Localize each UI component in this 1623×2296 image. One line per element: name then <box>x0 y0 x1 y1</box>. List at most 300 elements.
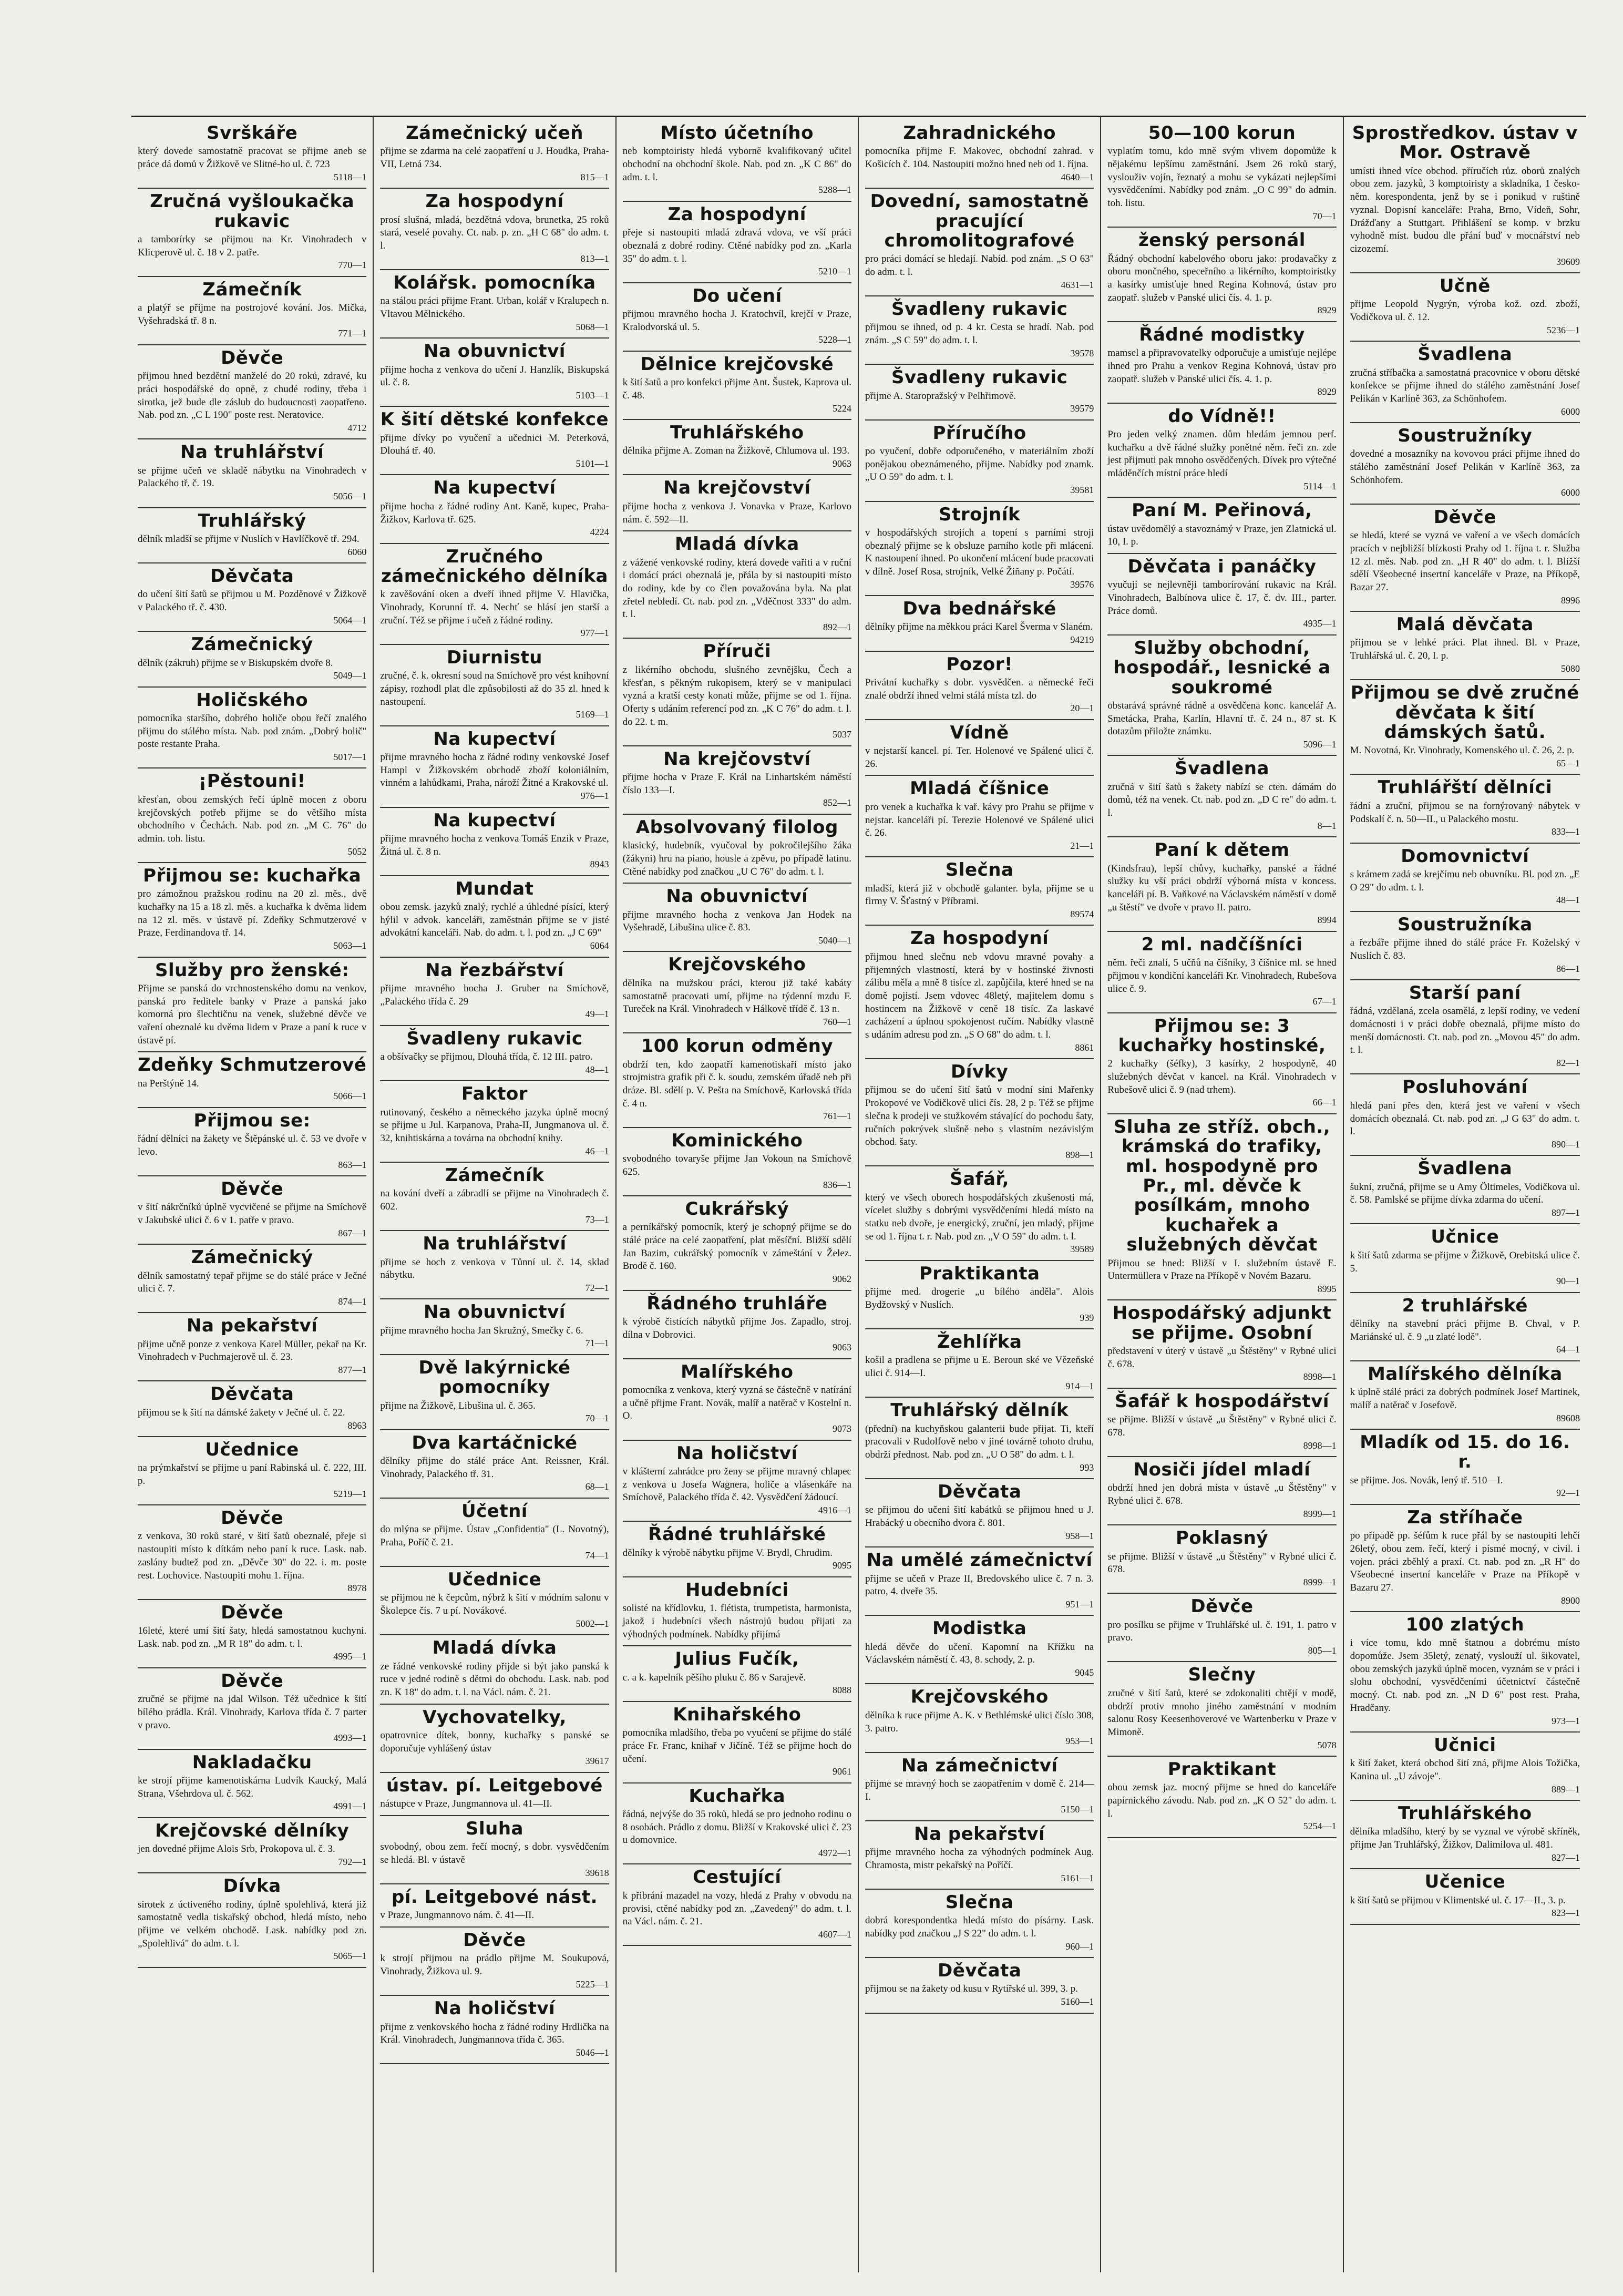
ad-heading: Na kupectví <box>433 728 556 750</box>
ad-heading: Přijmou se dvě zručné děvčata k šití dámských šatů. <box>1350 682 1579 743</box>
ad-text: M. Novotná, Kr. Vinohrady, Komenského ul. č. 26, 2. p. <box>1350 745 1575 756</box>
classified-ad <box>380 1635 609 1704</box>
ad-code: 4993—1 <box>333 1733 367 1744</box>
ad-text: dělník mladší se přijme v Nuslích v Havlíčkově tř. 294. <box>138 533 359 545</box>
ad-body <box>1350 448 1580 499</box>
ad-code: 49—1 <box>585 1009 609 1020</box>
ad-body <box>623 1059 851 1123</box>
ad-body <box>138 302 366 340</box>
ad-heading: Děvčata <box>938 1960 1022 1982</box>
ad-body <box>1350 1181 1580 1219</box>
classified-ad <box>1107 1114 1336 1301</box>
ad-body <box>380 214 609 265</box>
ad-heading: Mladá dívka <box>674 534 799 555</box>
ad-text: k úplně stálé práci za dobrých podmínek Josef Martinek, malíř a natěrač v Josefově. <box>1350 1387 1580 1411</box>
ad-heading: Učednice <box>447 1569 542 1590</box>
ad-column <box>131 117 374 2272</box>
ad-body <box>380 1106 609 1157</box>
ad-body <box>865 1504 1094 1542</box>
classified-ad <box>138 1818 366 1873</box>
ad-code: 8929 <box>1317 386 1337 397</box>
ad-code: 8900 <box>1561 1595 1580 1606</box>
ad-heading: Příručího <box>932 422 1026 444</box>
ad-text: po vyučení, dobře odporučeného, v materiálním zboží ponějakou obeznámeného, přijme. Nabídky pod znamk. „U O 59" do adm. t. l. <box>865 446 1094 483</box>
ad-code: 5101—1 <box>576 458 609 469</box>
classified-ad <box>865 1479 1094 1547</box>
ad-body <box>138 1775 366 1813</box>
classified-ad <box>623 815 851 884</box>
ad-text: se přijme učeň ve skladě nábytku na Vinohradech v Palackého tř. č. 19. <box>138 465 367 489</box>
ad-body <box>1107 1619 1336 1657</box>
ad-body <box>1107 1551 1336 1589</box>
classified-ad <box>1107 1594 1336 1662</box>
ad-heading: Vychovatelky, <box>423 1706 567 1728</box>
classified-ad <box>138 1245 366 1313</box>
classified-ad <box>380 1705 609 1773</box>
ad-body <box>1107 145 1336 222</box>
ad-heading: Sprostředkov. ústav v Mor. Ostravě <box>1352 122 1578 163</box>
ad-body <box>138 1201 366 1239</box>
ad-text: obou zemsk jaz. mocný přijme se hned do kanceláře papírnického závodu. Nab. pod zn. „K O 52" do adm. t. l. <box>1107 1782 1337 1819</box>
ad-heading: Na holičství <box>676 1442 798 1464</box>
ad-heading: 100 zlatých <box>1405 1614 1525 1635</box>
ad-body <box>1107 347 1336 398</box>
ad-heading: Mladá číšnice <box>910 778 1050 800</box>
ad-heading: Žehlířka <box>937 1331 1022 1352</box>
ad-text: který ve všech oborech hospodářských zkušenosti má, vícelet služby s dobrými vysvědčeními hledá místo na statku neb dvoře, je energický, zruční, jen mladý, přijme se od 1. října t. r. Nab. pod zn. „V O 59" do adm. t. l. <box>865 1192 1094 1242</box>
ad-heading: Paní k dětem <box>1154 839 1290 861</box>
ad-column <box>374 117 616 2272</box>
ad-text: z vážené venkovské rodiny, která dovede vařiti a v ruční i domácí práci obeznalá je, přála by si nastoupiti místo do rodiny, kde by co člen považována byla. Na plat zřetel nebledí. Ct. nab. pod zn. „Vděčnost 333" do adm. t. l. <box>622 557 851 620</box>
ad-code: 5160—1 <box>1061 1996 1094 2007</box>
ad-body <box>623 771 851 809</box>
ad-heading: Mladá dívka <box>432 1637 557 1659</box>
ad-heading: Děvče <box>221 1670 284 1692</box>
ad-text: se přijme. Jos. Novák, lený tř. 510—I. <box>1350 1474 1503 1486</box>
ad-body <box>623 1316 851 1354</box>
ad-text: přijme mravného hocha z venkova Jan Hodek na Vyšehradě, Libušina ulice č. 83. <box>622 909 851 934</box>
classified-ad <box>1107 1525 1336 1594</box>
ad-body <box>138 1843 366 1868</box>
ad-heading: Zámečnický <box>191 1247 313 1268</box>
ad-heading: Domovnictví <box>1401 845 1529 867</box>
ad-column <box>617 117 859 2272</box>
ad-text: křesťan, obou zemských řečí úplně mocen z oboru krejčovských potřeb přijme se do většího místa obchodního v Čechách. Nab. pod zn. „M C. 76" do admin. toh. listu. <box>138 794 367 844</box>
ad-text: se přijme. Bližší v ústavě „u Štěstěny" v Rybné ulici č. 678. <box>1107 1414 1337 1438</box>
classified-ad <box>138 1437 366 1505</box>
ad-heading: Děvče <box>221 1602 284 1623</box>
ad-heading: Děvče <box>1433 506 1496 528</box>
ad-code: 4640—1 <box>1061 171 1094 182</box>
ad-text: představení v úterý v ústavě „u Štěstěny" v Rybné ulici č. 678. <box>1107 1346 1337 1370</box>
ad-body <box>1350 1005 1580 1069</box>
ad-text: se přijmou ne k čepcům, nýbrž k šití v módním salonu v Školepce čís. 7 u pí. Novákové. <box>380 1592 609 1617</box>
classified-ad <box>865 1958 1094 2013</box>
ad-text: šukní, zručná, přijme se u Amy Öltimeles, Vodičkova ul. č. 58. Pamlské se přijme dívka zdarma do učení. <box>1350 1181 1580 1206</box>
classified-ad <box>865 1398 1094 1479</box>
ad-text: pro práci domácí se hledají. Nabíd. pod znám. „S O 63" do adm. t. l. <box>865 253 1094 278</box>
ad-text: který dovede samostatně pracovat se přijme aneb se práce dá domů v Žižkově ve Slitné-ho ul. č. 723 <box>138 146 367 170</box>
ad-body <box>380 295 609 333</box>
ad-text: mamsel a připravovatelky odporučuje a umisťuje nejlépe ihned pro Prahu a venkov Regina Kohnová, ústav pro zaopatř. služeb v Panské ulici čís. 4. 1. p. <box>1107 347 1337 385</box>
ad-heading: Zručného zámečnického dělníka <box>381 546 608 587</box>
ad-text: do učení šití šatů se přijmou u M. Pozděnové v Žižkově v Palackého tř. č. 430. <box>138 589 367 613</box>
ad-body <box>380 588 609 639</box>
ad-text: přijmou se do učení šití šatů v modní síni Mařenky Prokopové ve Vodičkově ulici čís. 28, 2 p. Též se přijme slečna k prodeji ve stužkovém stávající do pochodu šaty, ručních pokrývek slušně nebo s vlastním nezávislým obchod. šaty. <box>865 1084 1094 1148</box>
classified-ad <box>138 508 366 563</box>
ad-text: na prýmkařství se přijme u paní Rabinská ul. č. 222, III. p. <box>138 1462 367 1487</box>
ad-code: 65—1 <box>1556 758 1580 769</box>
ad-text: k šití šatů zdarma se přijme v Žižkově, Orebitská ulice č. 5. <box>1350 1249 1580 1274</box>
classified-ad <box>623 1522 851 1577</box>
classified-ad <box>1350 120 1580 273</box>
ad-heading: Děvče <box>221 1508 284 1529</box>
ad-body <box>1350 367 1580 418</box>
ad-body <box>865 1354 1094 1392</box>
ad-text: přijme se mravný hoch se zaopatřením v domě č. 214—I. <box>865 1778 1094 1802</box>
ad-code: 8999—1 <box>1303 1576 1337 1587</box>
ad-body <box>865 801 1094 852</box>
ad-heading: Děvče <box>463 1930 526 1951</box>
ad-code: 771—1 <box>338 328 367 339</box>
classified-ad <box>865 596 1094 651</box>
ad-body <box>623 1384 851 1435</box>
classified-ad <box>865 652 1094 720</box>
ad-column <box>859 117 1101 2272</box>
classified-ad <box>138 1108 366 1176</box>
ad-body <box>138 588 366 627</box>
ad-heading: 2 ml. nadčíšníci <box>1141 934 1303 955</box>
ad-heading: 50—100 korun <box>1148 122 1296 144</box>
ad-body <box>623 1602 851 1641</box>
classified-ad <box>380 189 609 270</box>
ad-body <box>1350 637 1580 675</box>
ad-code: 5114—1 <box>1303 480 1337 491</box>
ad-text: přeje si nastoupiti mladá zdravá vdova, ve vší práci obeznalá z dobré rodiny. Ctěné nabídky pod zn. „Karla 35" do adm. t. l. <box>622 227 851 264</box>
ad-code: 64—1 <box>1556 1344 1580 1355</box>
ad-code: 39589 <box>1070 1244 1094 1255</box>
ad-heading: Truhlářští dělníci <box>1378 777 1553 798</box>
ad-code: 8978 <box>347 1583 367 1594</box>
ad-code: 39617 <box>585 1756 609 1767</box>
ad-code: 5063—1 <box>333 940 367 951</box>
ad-body <box>1350 165 1580 268</box>
ad-text: dělníky k výrobě nábytku přijme V. Brydl, Chrudim. <box>622 1547 833 1559</box>
classified-ad <box>865 502 1094 597</box>
classified-ad <box>1107 1457 1336 1525</box>
ad-code: 5169—1 <box>576 709 609 720</box>
ad-code: 4631—1 <box>1061 279 1094 290</box>
ad-code: 4995—1 <box>333 1651 367 1662</box>
ad-text: 16leté, které umí šití šaty, hledá samostatnou kuchyni. Lask. nab. pod zn. „M R 18" do adm. t. l. <box>138 1625 367 1649</box>
ad-text: se hledá, které se vyzná ve vaření a ve všech domácích pracích v nejbližší blízkosti Prahy od 1. října t. r. Služba 12 zl. měs. Nab. pod zn. „H R 40" do adm. t. l. Bližší sdělí Všeobecné insertní kanceláře v Praze, na Příkopě, Bazar 27. <box>1350 530 1580 593</box>
ad-heading: Strojník <box>939 504 1021 525</box>
classified-ad <box>1107 228 1336 322</box>
classified-ad <box>1107 1013 1336 1114</box>
classified-ad <box>865 1547 1094 1616</box>
ad-heading: Děvčata <box>938 1481 1022 1502</box>
ad-heading: Poklasný <box>1175 1528 1269 1549</box>
ad-code: 9061 <box>833 1766 851 1777</box>
ad-heading: Kuchařka <box>689 1785 786 1807</box>
ad-code: 39609 <box>1556 256 1580 267</box>
ad-body <box>623 1221 851 1285</box>
ad-heading: Učně <box>1439 275 1491 296</box>
ad-body <box>138 1338 366 1377</box>
ad-body <box>623 664 851 741</box>
ad-code: 5225—1 <box>576 1979 609 1990</box>
ad-body <box>623 839 851 878</box>
ad-text: dělníky přijme do stálé práce Ant. Reissner, Král. Vinohrady, Palackého tř. 31. <box>380 1456 609 1480</box>
ad-body <box>1350 1826 1580 1864</box>
ad-code: 6064 <box>590 940 609 951</box>
classified-ad <box>623 202 851 283</box>
ad-heading: do Vídně!! <box>1168 405 1276 427</box>
ad-heading: Účetní <box>461 1500 528 1522</box>
ad-heading: Truhlářský dělník <box>890 1400 1069 1421</box>
ad-heading: Soustružníky <box>1398 425 1533 446</box>
ad-heading: Posluhování <box>1402 1077 1528 1098</box>
classified-ad <box>138 277 366 345</box>
classified-ad <box>1350 1156 1580 1224</box>
ad-code: 8088 <box>833 1685 851 1696</box>
ad-body <box>380 1051 609 1076</box>
classified-ad <box>865 776 1094 857</box>
ad-heading: Malá děvčata <box>1396 614 1534 636</box>
ad-text: přijme na Žižkově, Libušina ul. č. 365. <box>380 1400 536 1411</box>
ad-heading: Na pekařství <box>187 1315 318 1337</box>
ad-body <box>865 883 1094 921</box>
ad-code: 953—1 <box>1065 1736 1094 1747</box>
ad-code: 867—1 <box>338 1227 367 1238</box>
ad-text: v klášterní zahrádce pro ženy se přijme mravný chlapec z venkova u Josefa Wagnera, holiče a vlásenkáře na Smíchově, Palackého třída č. 42. Vysvědčení žádoucí. <box>622 1465 851 1503</box>
ad-text: přijme hocha z řádné rodiny Ant. Kaně, kupec, Praha-Žižkov, Karlova tř. 625. <box>380 500 609 525</box>
ad-text: přijmou hned slečnu neb vdovu mravné povahy a přijemných vlastností, která by v hostinské živnosti zálibu měla a mně 8 tisíce zl. zapůjčila, které hned se na domě pojistí. Jsem vdovec 48letý, majitelem domu s hostincem na Žižkově v ceně 18 tisíc. Za laskavé zacházení a úplnou spokojenost ručím. Nabídky vlastně s udáním adresu pod zn. „S O 68" do adm. t. l. <box>865 951 1094 1040</box>
ad-text: dělník (zákruh) přijme se v Biskupském dvoře 8. <box>138 657 333 669</box>
classified-ad <box>1350 1801 1580 1869</box>
ad-text: Řádný obchodní kabelového oboru jako: prodavačky z oboru mončného, speceřního a likérního, komptoiristky a kasírky umisťuje hned Regina Kohnová, ústav pro zaopatř. služeb v Panské ulici čís. 4. 1. p. <box>1107 253 1337 303</box>
ad-text: a tamborírky se přijmou na Kr. Vinohradech v Klicperově ul. č. 18 v 2. patře. <box>138 233 367 258</box>
ad-body <box>1350 1474 1580 1500</box>
ad-body <box>623 977 851 1028</box>
ad-text: s krámem zadá se krejčímu neb obuvníku. Bl. pod zn. „E O 29" do adm. t. l. <box>1350 869 1580 893</box>
ad-body <box>1350 868 1580 907</box>
ad-heading: 100 korun odměny <box>641 1036 834 1057</box>
classified-ad <box>380 270 609 339</box>
ad-body <box>380 982 609 1021</box>
ad-code: 74—1 <box>585 1550 609 1561</box>
ad-code: 86—1 <box>1556 963 1580 974</box>
classified-ad <box>138 688 366 769</box>
ad-body <box>380 500 609 539</box>
classified-ad <box>1107 756 1336 837</box>
ad-body <box>1350 1386 1580 1424</box>
ad-text: na Perštýně 14. <box>138 1078 199 1089</box>
ad-body <box>865 1192 1094 1256</box>
ad-text: řádní dělníci na žakety ve Štěpánské ul. č. 53 ve dvoře v levo. <box>138 1133 367 1157</box>
ad-body <box>380 1909 609 1922</box>
ad-text: zručná stříbačka a samostatná pracovnice v oboru dětské konfekce se přijme ihned do stálého zaměstnání Josef Pelikán v Karlíně 363, za Schönhofem. <box>1350 367 1580 404</box>
classified-ad <box>1107 322 1336 404</box>
ad-body <box>865 1084 1094 1161</box>
ad-body <box>138 533 366 558</box>
ad-heading: Řádné truhlářské <box>648 1524 826 1545</box>
classified-ad <box>865 1059 1094 1166</box>
ad-heading: Dívky <box>951 1061 1009 1083</box>
ad-code: 4972—1 <box>818 1848 851 1859</box>
ad-body <box>138 1407 366 1432</box>
ad-text: svobodný, obou zem. řečí mocný, s dobr. vysvědčením se hledá. Bl. v ústavě <box>380 1841 609 1866</box>
ad-heading: Zámečník <box>202 279 302 300</box>
ad-code: 9063 <box>833 1342 851 1353</box>
classified-ad <box>380 958 609 1026</box>
ad-heading: Švadleny rukavic <box>891 367 1068 388</box>
ad-column <box>1101 117 1343 2272</box>
ad-heading: Přijmou se: kuchařka <box>143 865 362 887</box>
ad-heading: Přijmou se: <box>193 1110 311 1131</box>
ad-text: a perníkářský pomocník, který je schopný přijme se do stálé práce na celé zaopatření, plat měsíční. Bližší sdělí Jan Bazim, cukrářský pomocník v zámeštání v Želez. Brodě č. 160. <box>622 1222 851 1272</box>
ad-text: se přijmou do učení šití kabátků se přijmou hned u J. Hrabácký u obecního dvora č. 801. <box>865 1504 1094 1529</box>
ad-text: zručné, č. k. okresní soud na Smíchově pro vést knihovní zápisy, rozhodl plat dle způsobilosti až do 35 zl. hned k nastoupení. <box>380 670 609 708</box>
ad-code: 48—1 <box>585 1064 609 1075</box>
classified-ad <box>623 1033 851 1128</box>
ad-heading: Na krejčovství <box>663 748 811 770</box>
ad-text: dělníka k ruce přijme A. K. v Bethlémské ulici číslo 308, 3. patro. <box>865 1709 1094 1734</box>
ad-body <box>1107 428 1336 493</box>
classified-ad <box>1107 837 1336 932</box>
classified-ad <box>865 120 1094 189</box>
ad-body <box>865 1641 1094 1679</box>
classified-ad <box>1350 1074 1580 1156</box>
ad-heading: Děvče <box>1190 1596 1254 1617</box>
ad-body <box>865 390 1094 415</box>
ad-code: 4916—1 <box>818 1504 851 1515</box>
ad-heading: Švadleny rukavic <box>406 1028 583 1049</box>
ad-code: 823—1 <box>1552 1908 1580 1919</box>
ad-text: hledá děvče do učení. Kapomní na Křížku na Václavském náměstí č. 43, 8. schody, 2. p. <box>865 1641 1094 1666</box>
ad-code: 836—1 <box>823 1179 851 1190</box>
ad-heading: Mladík od 15. do 16. r. <box>1360 1431 1570 1473</box>
ad-column <box>1344 117 1586 2272</box>
ad-body <box>138 888 366 952</box>
ad-text: dělníky na stavební práci přijme B. Chval, v P. Mariánské ul. č. 9 „u zlaté lodě". <box>1350 1318 1580 1342</box>
ad-text: přijmou hned bezdětní manželé do 20 roků, zdravé, ku práci hospodářské do opně, z chudé rodiny, třeba i sirotka, jež bude dle záslub do budoucnosti zaopatřeno. Nab. pod zn. „C L 190" poste rest. Neratovice. <box>138 371 367 421</box>
ad-heading: Místo účetního <box>660 122 814 144</box>
ad-body <box>865 1983 1094 2008</box>
ad-code: 8—1 <box>1317 820 1337 831</box>
classified-ad <box>1350 1733 1580 1801</box>
ad-heading: Dívka <box>223 1875 281 1897</box>
classified-ad <box>865 1684 1094 1752</box>
ad-body <box>380 1325 609 1350</box>
ad-text: 2 kuchařky (šéfky), 3 kasírky, 2 hospodyně, 40 služebných děvčat v kancel. na Král. Vinohradech v Rubešově ulici č. 9 (nad trhem). <box>1107 1058 1337 1095</box>
ad-heading: Švadlena <box>1175 758 1269 780</box>
classified-ad <box>1107 1389 1336 1457</box>
ad-heading: Malířského <box>681 1361 794 1382</box>
ad-code: 833—1 <box>1552 826 1580 837</box>
classified-ad <box>138 1668 366 1750</box>
ad-text: hledá paní přes den, která jest ve vaření v všech domácích obeznalá. Ct. nab. pod zn. „J G 63" do adm. t. l. <box>1350 1100 1580 1137</box>
classified-ad <box>380 475 609 544</box>
ad-text: dělník samostatný tepař přijme se do stálé práce v Ječné ulici č. 7. <box>138 1270 367 1295</box>
ad-body <box>380 2021 609 2059</box>
classified-ad <box>865 1329 1094 1398</box>
ad-body <box>380 1256 609 1295</box>
ad-heading: Děvčata i panáčky <box>1127 556 1317 577</box>
ad-body <box>1350 1637 1580 1727</box>
ad-text: přijme z venkovského hocha z řádné rodiny Hrdlička na Král. Vinohradech, Jungmannova třída č. 365. <box>380 2021 609 2046</box>
ad-text: přijme mravného hocha Jan Skružný, Smečky č. 6. <box>380 1325 583 1336</box>
classified-ad <box>138 439 366 508</box>
classified-ad <box>1107 932 1336 1013</box>
ad-body <box>1107 1781 1336 1832</box>
ad-heading: Zahradnického <box>903 122 1056 144</box>
ad-heading: Cestující <box>693 1867 782 1888</box>
ad-body <box>380 1187 609 1226</box>
ad-heading: pí. Leitgebové nást. <box>391 1886 598 1908</box>
ad-body <box>623 1465 851 1516</box>
ad-code: 89608 <box>1556 1412 1580 1423</box>
classified-ad <box>623 1441 851 1522</box>
ad-text: přijme hocha v Praze F. Král na Linhartském náměstí číslo 133—I. <box>622 772 851 796</box>
ad-code: 827—1 <box>1552 1852 1580 1863</box>
ad-heading: Švadleny rukavic <box>891 299 1068 320</box>
ad-code: 6000 <box>1561 406 1580 417</box>
ad-code: 5066—1 <box>333 1091 367 1102</box>
ad-heading: Praktikant <box>1167 1759 1277 1780</box>
ad-text: vyplatím tomu, kdo mně svým vlivem dopomůže k nějakému lepšímu zaměstnání. Jsem 26 roků starý, vyslouživ vojín, řeznatý a mohu se vykázati nejlepšími vysvědčeními. Nabídky pod znám. „O C 99" do admin. toh. listu. <box>1107 146 1337 209</box>
classified-ad <box>865 1261 1094 1329</box>
ad-heading: Dva bednářské <box>902 598 1056 620</box>
classified-ad <box>138 632 366 687</box>
ad-text: přijme A. Staropražský v Pelhřimově. <box>865 390 1016 402</box>
ad-heading: Švadlena <box>1417 344 1513 365</box>
ad-body <box>138 1078 366 1103</box>
ad-text: přijme učně ponze z venkova Karel Müller, pekař na Kr. Vinohradech v Puchmajerově ul. č. 23. <box>138 1338 367 1363</box>
ad-code: 977—1 <box>580 628 609 639</box>
ad-text: přijme dívky po vyučení a učednici M. Peterková, Dlouhá tř. 40. <box>380 432 609 457</box>
ad-text: dělníka na mužskou práci, kterou již také kabáty samostatně pracovati umí, přijme na týdenní mzdu F. Tureček na Král. Vinohradech v Hálkově třídě č. 13 n. <box>622 977 851 1015</box>
ad-code: 8995 <box>1317 1283 1337 1294</box>
ad-text: přijmou se ihned, od p. 4 kr. Cesta se hradí. Nab. pod znám. „S C 59" do adm. t. l. <box>865 322 1094 346</box>
ad-code: 852—1 <box>823 797 851 808</box>
classified-ad <box>1107 404 1336 498</box>
ad-body <box>1350 1757 1580 1796</box>
classified-ad <box>623 1702 851 1784</box>
ad-text: sirotek z úctiveného rodiny, úplně spolehlivá, která již samostatně vedla tiskařský obchod, hledá místo, nebo přijme ve velkém obchodě. Lask. nabídky pod zn. „Spolehlivá" do adm. t. l. <box>138 1899 367 1949</box>
ad-code: 5236—1 <box>1547 324 1580 335</box>
classified-ad <box>380 407 609 475</box>
ad-code: 71—1 <box>585 1338 609 1349</box>
classified-ad <box>138 1052 366 1108</box>
ad-heading: Na obuvnictví <box>424 341 566 362</box>
classified-ad <box>1350 1505 1580 1612</box>
ad-heading: Dělnice krejčovské <box>640 353 834 375</box>
ad-heading: Učnice <box>1431 1226 1499 1248</box>
ad-body <box>380 1455 609 1493</box>
ad-heading: Malířského dělníka <box>1367 1363 1563 1385</box>
classified-ad <box>138 1750 366 1818</box>
ad-body <box>865 951 1094 1054</box>
ad-body <box>865 1709 1094 1748</box>
ad-heading: Učnici <box>1434 1734 1496 1756</box>
ad-body <box>138 657 366 682</box>
ad-text: přijme hocha z venkova do učení J. Hanzlík, Biskupská ul. č. 8. <box>380 364 609 388</box>
ad-heading: Služby pro ženské: <box>155 959 350 981</box>
ad-heading: Knihařského <box>673 1704 802 1725</box>
ad-heading: Truhlářského <box>670 422 804 443</box>
ad-heading: Na holičství <box>434 1998 556 2020</box>
